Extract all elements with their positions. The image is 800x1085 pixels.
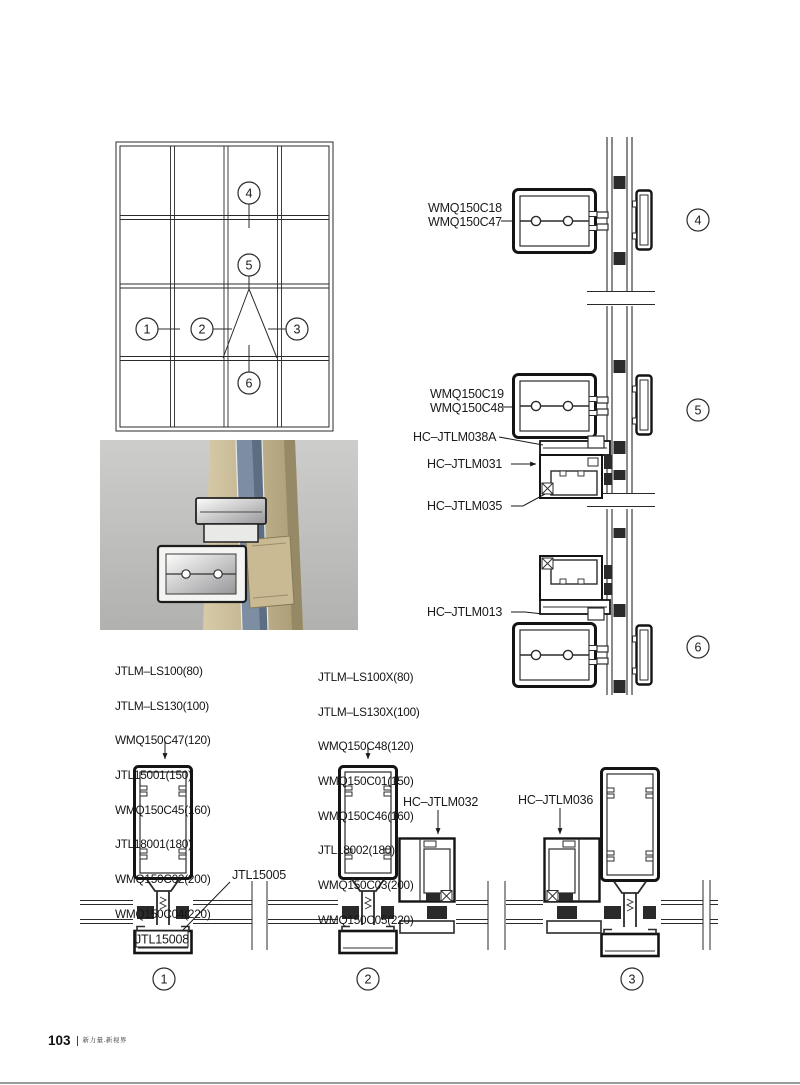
label-jtl15005: JTL15005 bbox=[232, 868, 286, 882]
parts-list-item: JTLM–LS100(80) bbox=[115, 664, 203, 679]
right-section-callouts bbox=[687, 209, 709, 658]
parts-list-item: WMQ150C05(220) bbox=[318, 912, 414, 927]
detail-5 bbox=[514, 375, 652, 499]
parts-list-item: WMQ150C02(200) bbox=[115, 871, 211, 886]
parts-list-item: JTLM–LS100X(80) bbox=[318, 670, 414, 685]
section-callout-1: 1 bbox=[160, 972, 168, 987]
parts-list-item: WMQ150C03(200) bbox=[318, 877, 414, 892]
label-wmq150c47: WMQ150C47 bbox=[428, 215, 502, 229]
callout-4: 4 bbox=[245, 186, 253, 201]
parts-list-item: JTLM–LS130(100) bbox=[115, 698, 209, 713]
section-callout-5: 5 bbox=[694, 403, 702, 418]
parts-list-item: WMQ150C46(160) bbox=[318, 808, 414, 823]
detail-4 bbox=[514, 190, 652, 253]
label-hc-jtlm013: HC–JTLM013 bbox=[427, 605, 503, 619]
parts-list-item: WMQ150C04(220) bbox=[115, 906, 211, 921]
bottom-section-callouts bbox=[153, 968, 643, 990]
label-wmq150c48: WMQ150C48 bbox=[430, 401, 504, 415]
footer-slogan: 新力量.新视界 bbox=[77, 1036, 127, 1046]
callout-6: 6 bbox=[245, 376, 253, 391]
callout-2: 2 bbox=[198, 322, 206, 337]
parts-list-right bbox=[318, 649, 420, 938]
parts-list-item: WMQ150C47(120) bbox=[115, 733, 211, 748]
photo-render bbox=[100, 440, 358, 630]
detail-6 bbox=[514, 556, 652, 687]
elevation-grid bbox=[116, 142, 333, 431]
vertical-section-details bbox=[413, 137, 709, 695]
section-callout-4: 4 bbox=[694, 213, 702, 228]
parts-list-item: JTLM–LS130X(100) bbox=[318, 704, 420, 719]
label-hc-jtlm031: HC–JTLM031 bbox=[427, 457, 503, 471]
section-callout-3: 3 bbox=[628, 972, 636, 987]
bottom-rule bbox=[0, 1082, 800, 1084]
label-hc-jtlm036: HC–JTLM036 bbox=[518, 793, 594, 807]
parts-list-item: JTL18002(180) bbox=[318, 843, 395, 858]
callout-5: 5 bbox=[245, 258, 253, 273]
callout-3: 3 bbox=[293, 322, 301, 337]
label-hc-jtlm032: HC–JTLM032 bbox=[403, 795, 479, 809]
label-jtl15008: JTL15008 bbox=[135, 932, 189, 947]
parts-list-item: JTL18001(180) bbox=[115, 837, 192, 852]
footer bbox=[48, 1033, 127, 1048]
section-callout-2: 2 bbox=[364, 972, 372, 987]
label-wmq150c18: WMQ150C18 bbox=[428, 201, 502, 215]
page-number: 103 bbox=[48, 1033, 71, 1048]
parts-list-item: JTL15001(150) bbox=[115, 768, 192, 783]
section-callout-6: 6 bbox=[694, 640, 702, 655]
label-wmq150c19: WMQ150C19 bbox=[430, 387, 504, 401]
detail-3 bbox=[518, 769, 659, 957]
label-hc-jtlm035: HC–JTLM035 bbox=[427, 499, 503, 513]
label-hc-jtlm038a: HC–JTLM038A bbox=[413, 430, 497, 444]
parts-list-item: WMQ150C48(120) bbox=[318, 739, 414, 754]
parts-list-item: WMQ150C01(150) bbox=[318, 774, 414, 789]
parts-list-left bbox=[115, 643, 211, 932]
callout-1: 1 bbox=[143, 322, 151, 337]
parts-list-item: WMQ150C45(160) bbox=[115, 802, 211, 817]
